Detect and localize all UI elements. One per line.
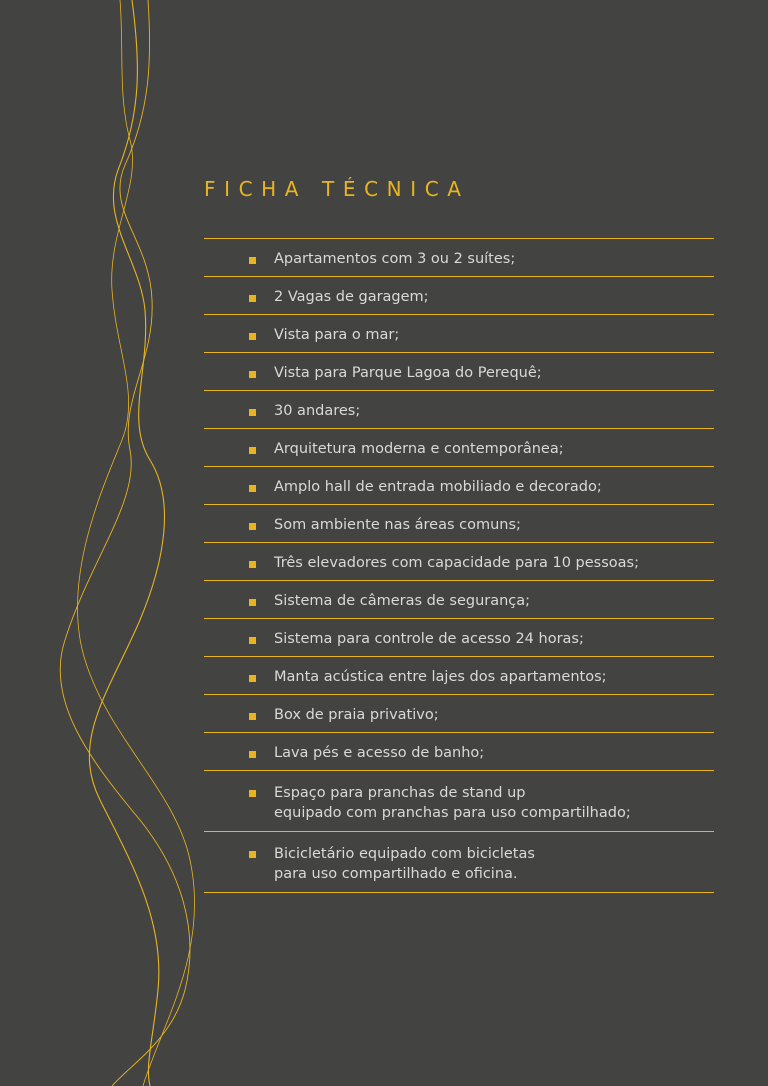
feature-list [204, 238, 714, 893]
feature-text: Sistema para controle de acesso 24 horas; [274, 631, 584, 647]
wavy-line-2 [60, 0, 190, 1086]
feature-item [204, 505, 714, 543]
square-bullet-icon [249, 485, 256, 492]
page-title: FICHA TÉCNICA [204, 177, 470, 201]
square-bullet-icon [249, 333, 256, 340]
feature-item [204, 315, 714, 353]
feature-item [204, 429, 714, 467]
square-bullet-icon [249, 371, 256, 378]
square-bullet-icon [249, 447, 256, 454]
feature-item [204, 581, 714, 619]
square-bullet-icon [249, 409, 256, 416]
feature-item [204, 619, 714, 657]
feature-text: Amplo hall de entrada mobiliado e decorado; [274, 479, 602, 495]
square-bullet-icon [249, 637, 256, 644]
feature-item [204, 695, 714, 733]
feature-item [204, 353, 714, 391]
square-bullet-icon [249, 599, 256, 606]
square-bullet-icon [249, 790, 256, 797]
feature-text: Lava pés e acesso de banho; [274, 745, 485, 761]
square-bullet-icon [249, 257, 256, 264]
square-bullet-icon [249, 523, 256, 530]
square-bullet-icon [249, 851, 256, 858]
feature-text: Espaço para pranchas de stand up equipado com pranchas para uso compartilhado; [274, 785, 631, 821]
feature-text: Vista para o mar; [274, 327, 400, 343]
feature-item [204, 832, 714, 893]
square-bullet-icon [249, 751, 256, 758]
square-bullet-icon [249, 713, 256, 720]
feature-item [204, 771, 714, 832]
feature-text: Três elevadores com capacidade para 10 pessoas; [274, 555, 639, 571]
wavy-line-1 [89, 0, 164, 1086]
feature-text: 30 andares; [274, 403, 361, 419]
feature-item [204, 239, 714, 277]
feature-text: Som ambiente nas áreas comuns; [274, 517, 521, 533]
feature-text: Vista para Parque Lagoa do Perequê; [274, 365, 542, 381]
feature-item [204, 543, 714, 581]
feature-item [204, 733, 714, 771]
feature-text: 2 Vagas de garagem; [274, 289, 429, 305]
feature-text: Arquitetura moderna e contemporânea; [274, 441, 564, 457]
feature-text: Bicicletário equipado com bicicletas para uso compartilhado e oficina. [274, 846, 535, 882]
feature-item [204, 277, 714, 315]
feature-text: Box de praia privativo; [274, 707, 439, 723]
square-bullet-icon [249, 675, 256, 682]
wavy-line-3 [77, 0, 194, 1086]
square-bullet-icon [249, 561, 256, 568]
feature-item [204, 467, 714, 505]
feature-item [204, 391, 714, 429]
feature-text: Manta acústica entre lajes dos apartamentos; [274, 669, 607, 685]
square-bullet-icon [249, 295, 256, 302]
feature-text: Sistema de câmeras de segurança; [274, 593, 531, 609]
feature-text: Apartamentos com 3 ou 2 suítes; [274, 251, 516, 267]
feature-item [204, 657, 714, 695]
